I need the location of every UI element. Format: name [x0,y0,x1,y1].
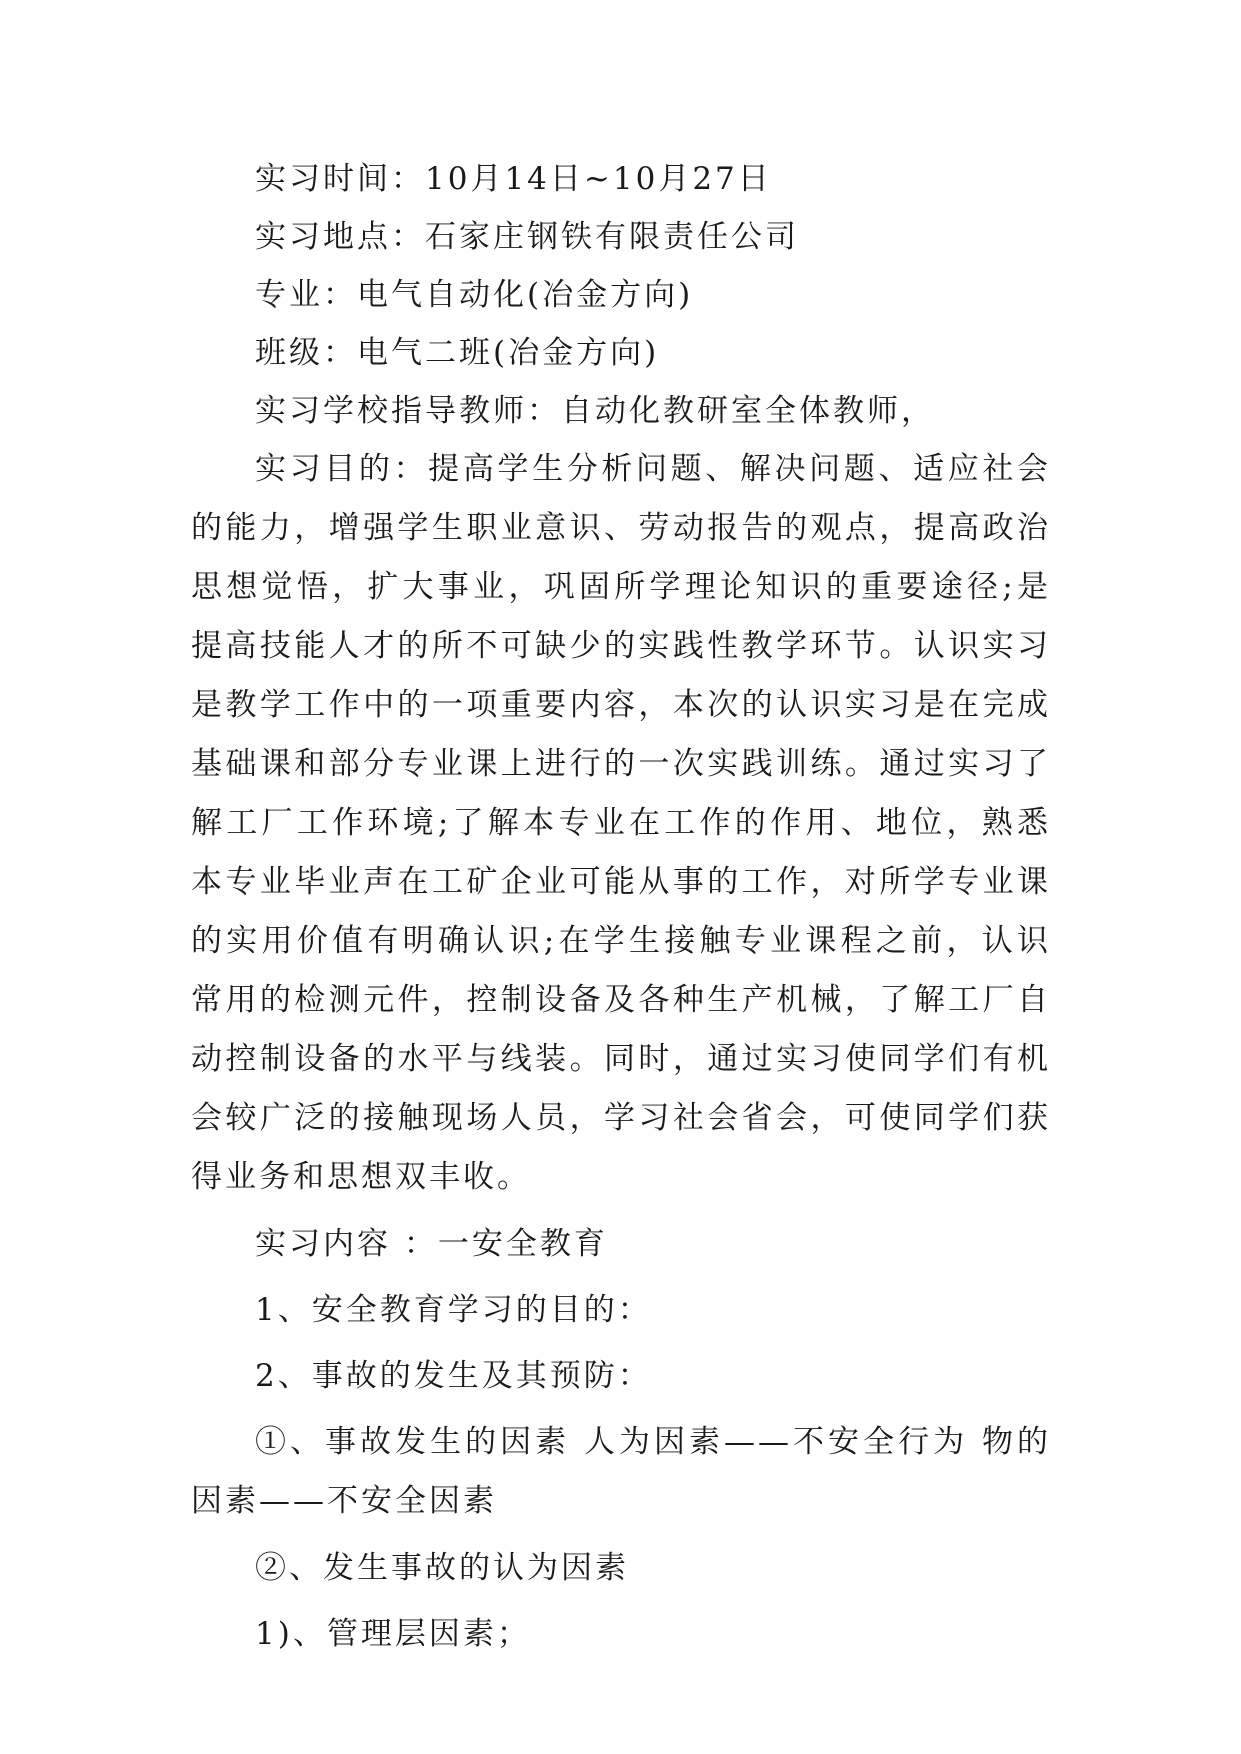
content-heading: 实习内容 ：一安全教育 [255,1226,608,1262]
purpose-paragraph: 实习目的：提高学生分析问题、解决问题、适应社会的能力，增强学生职业意识、劳动报告的观点，提高政治思想觉悟，扩大事业，巩固所学理论知识的重要途径;是提高技能人才的所不可缺少的实践性教学环节。认识实习是教学工作中的一项重要内容，本次的认识实习是在完成基础课和部分专业课上进行的一次实践训练。通过实习了解工厂工作环境;了解本专业在工作的作用、地位，熟悉本专业毕业声在工矿企业可能从事的工作，对所学专业课的实用价值有明确认识;在学生接触专业课程之前，认识常用的检测元件，控制设备及各种生产机械，了解工厂自动控制设备的水平与线装。同时，通过实习使同学们有机会较广泛的接触现场人员，学习社会省会，可使同学们获得业务和思想双丰收。 [191,451,1051,1195]
factor-item-1: ①、事故发生的因素 人为因素——不安全行为 物的因素——不安全因素 [191,1424,1051,1519]
list-item-2: 2、事故的发生及其预防： [255,1358,652,1394]
supervising-teachers: 实习学校指导教师：自动化教研室全体教师， [255,393,935,429]
class: 班级：电气二班(冶金方向) [255,335,660,371]
sub-item-1: 1)、管理层因素； [255,1616,531,1652]
list-item-1: 1、安全教育学习的目的： [255,1292,652,1328]
factor-item-2: ②、发生事故的认为因素 [255,1550,629,1586]
major: 专业：电气自动化(冶金方向) [255,277,694,313]
document-body [191,150,1051,1663]
internship-location: 实习地点：石家庄钢铁有限责任公司 [255,219,799,255]
internship-time: 实习时间：10月14日~10月27日 [255,161,772,197]
